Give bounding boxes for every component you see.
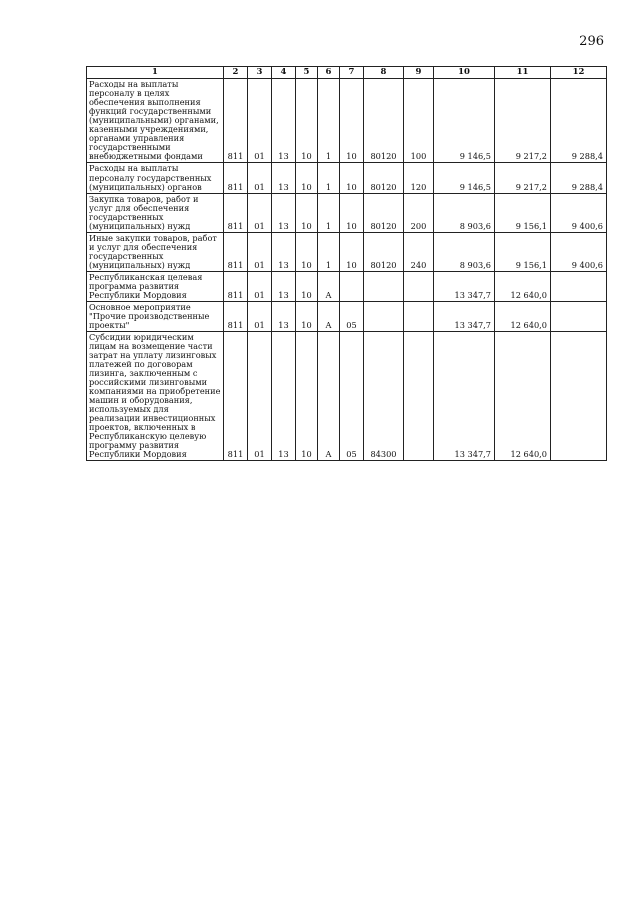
cell-subsection: 13: [272, 271, 296, 301]
column-header: 10: [434, 67, 495, 79]
column-header: 8: [364, 67, 404, 79]
row-description: Расходы на выплаты персоналу государственных (муниципальных) органов: [87, 163, 224, 193]
cell-subsection: 13: [272, 79, 296, 163]
table-row: [87, 331, 607, 460]
column-header: 2: [224, 67, 248, 79]
cell-ministry: 811: [224, 193, 248, 232]
row-description: Иные закупки товаров, работ и услуг для обеспечения государственных (муниципальных) нужд: [87, 232, 224, 271]
cell-section: 01: [248, 271, 272, 301]
cell-subsection: 13: [272, 301, 296, 331]
cell-program: 10: [296, 232, 318, 271]
row-description: Республиканская целевая программа развития Республики Мордовия: [87, 271, 224, 301]
cell-amount-1: 9 146,5: [434, 79, 495, 163]
cell-program: 10: [296, 331, 318, 460]
cell-event: [340, 271, 364, 301]
table-row: [87, 232, 607, 271]
cell-section: 01: [248, 193, 272, 232]
column-header: 5: [296, 67, 318, 79]
cell-amount-2: 9 217,2: [495, 163, 551, 193]
cell-expense-type: 100: [404, 79, 434, 163]
cell-amount-2: 12 640,0: [495, 301, 551, 331]
cell-subsection: 13: [272, 163, 296, 193]
cell-amount-1: 13 347,7: [434, 331, 495, 460]
header-row: [87, 67, 607, 79]
cell-ministry: 811: [224, 271, 248, 301]
cell-amount-1: 13 347,7: [434, 271, 495, 301]
page-number: 296: [579, 34, 604, 49]
cell-ministry: 811: [224, 163, 248, 193]
cell-direction: 80120: [364, 79, 404, 163]
cell-subsection: 13: [272, 331, 296, 460]
cell-amount-1: 8 903,6: [434, 193, 495, 232]
cell-section: 01: [248, 79, 272, 163]
column-header: 4: [272, 67, 296, 79]
cell-subprogram: А: [318, 301, 340, 331]
column-header: 3: [248, 67, 272, 79]
cell-amount-3: [551, 331, 607, 460]
column-header: 12: [551, 67, 607, 79]
column-header: 7: [340, 67, 364, 79]
cell-amount-3: [551, 301, 607, 331]
cell-subprogram: А: [318, 331, 340, 460]
cell-event: 10: [340, 79, 364, 163]
cell-program: 10: [296, 193, 318, 232]
cell-subprogram: А: [318, 271, 340, 301]
cell-subsection: 13: [272, 232, 296, 271]
column-header: 11: [495, 67, 551, 79]
column-header: 9: [404, 67, 434, 79]
column-header: 1: [87, 67, 224, 79]
cell-direction: 80120: [364, 232, 404, 271]
cell-section: 01: [248, 301, 272, 331]
cell-amount-3: 9 288,4: [551, 79, 607, 163]
cell-amount-3: 9 400,6: [551, 193, 607, 232]
column-header: 6: [318, 67, 340, 79]
cell-expense-type: 120: [404, 163, 434, 193]
cell-subprogram: 1: [318, 232, 340, 271]
cell-amount-2: 9 156,1: [495, 232, 551, 271]
cell-amount-2: 9 217,2: [495, 79, 551, 163]
cell-program: 10: [296, 79, 318, 163]
cell-direction: 80120: [364, 193, 404, 232]
cell-subprogram: 1: [318, 193, 340, 232]
cell-subsection: 13: [272, 193, 296, 232]
row-description: Закупка товаров, работ и услуг для обеспечения государственных (муниципальных) нужд: [87, 193, 224, 232]
cell-amount-1: 8 903,6: [434, 232, 495, 271]
cell-section: 01: [248, 232, 272, 271]
cell-expense-type: [404, 331, 434, 460]
table-row: [87, 301, 607, 331]
cell-direction: [364, 301, 404, 331]
cell-direction: [364, 271, 404, 301]
cell-program: 10: [296, 163, 318, 193]
cell-ministry: 811: [224, 79, 248, 163]
cell-direction: 84300: [364, 331, 404, 460]
cell-amount-2: 9 156,1: [495, 193, 551, 232]
cell-subprogram: 1: [318, 163, 340, 193]
budget-table: [86, 66, 607, 461]
table-row: [87, 79, 607, 163]
cell-ministry: 811: [224, 331, 248, 460]
cell-event: 10: [340, 163, 364, 193]
table-row: [87, 193, 607, 232]
cell-expense-type: 240: [404, 232, 434, 271]
table-row: [87, 271, 607, 301]
cell-expense-type: 200: [404, 193, 434, 232]
cell-program: 10: [296, 301, 318, 331]
cell-amount-1: 13 347,7: [434, 301, 495, 331]
cell-section: 01: [248, 331, 272, 460]
row-description: Расходы на выплаты персоналу в целях обеспечения выполнения функций государственными (муниципальными) органами, казенными учреждениями, органами управления государственными внебюджетными фондами: [87, 79, 224, 163]
cell-event: 05: [340, 301, 364, 331]
cell-event: 10: [340, 193, 364, 232]
row-description: Основное мероприятие "Прочие производственные проекты": [87, 301, 224, 331]
cell-expense-type: [404, 301, 434, 331]
cell-amount-3: [551, 271, 607, 301]
cell-ministry: 811: [224, 301, 248, 331]
cell-program: 10: [296, 271, 318, 301]
cell-amount-2: 12 640,0: [495, 331, 551, 460]
cell-event: 10: [340, 232, 364, 271]
row-description: Субсидии юридическим лицам на возмещение части затрат на уплату лизинговых платежей по договорам лизинга, заключенным с российскими лизинговыми компаниями на приобретение машин и оборудования, используемых для реализации инвестиционных проектов, включенных в Республиканскую целевую программу развития Республики Мордовия: [87, 331, 224, 460]
cell-amount-3: 9 400,6: [551, 232, 607, 271]
cell-direction: 80120: [364, 163, 404, 193]
cell-amount-1: 9 146,5: [434, 163, 495, 193]
cell-subprogram: 1: [318, 79, 340, 163]
cell-ministry: 811: [224, 232, 248, 271]
cell-amount-3: 9 288,4: [551, 163, 607, 193]
cell-expense-type: [404, 271, 434, 301]
table-row: [87, 163, 607, 193]
cell-event: 05: [340, 331, 364, 460]
cell-amount-2: 12 640,0: [495, 271, 551, 301]
cell-section: 01: [248, 163, 272, 193]
